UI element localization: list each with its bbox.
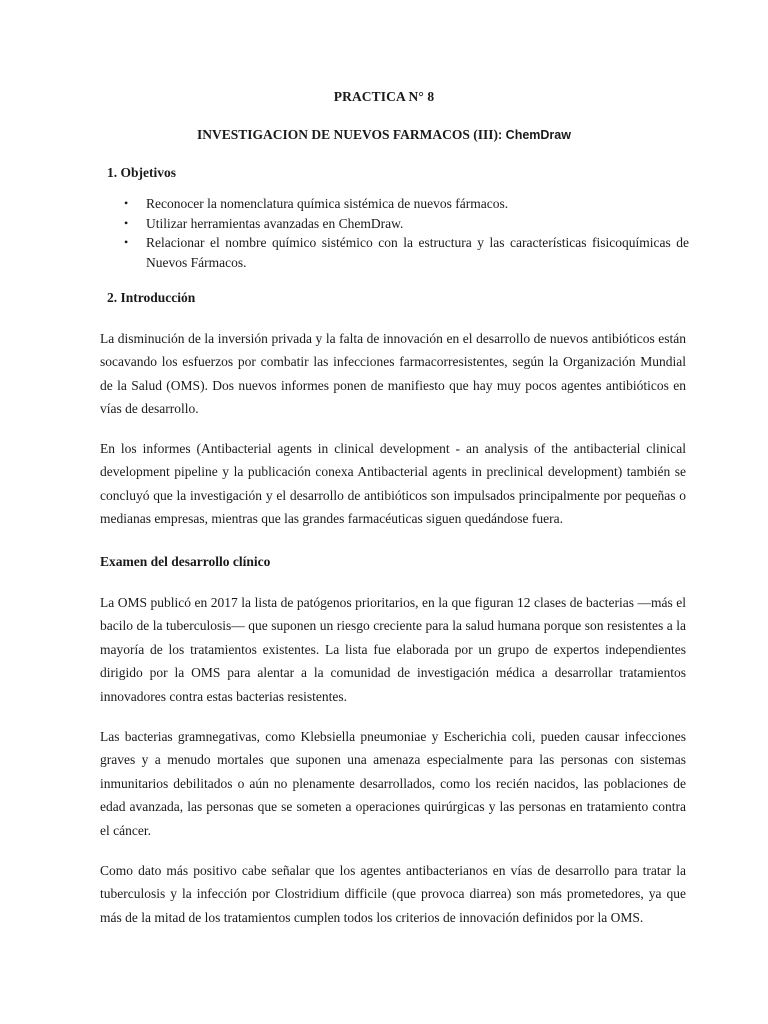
list-item — [124, 194, 689, 214]
bullet-dot-icon: • — [124, 235, 129, 249]
examen-paragraph: La OMS publicó en 2017 la lista de patógenos prioritarios, en la que figuran 12 clases de bacterias —más el bacilo de la tuberculosis— que suponen un riesgo creciente para la salud humana porque son resistentes a la mayoría de los tratamientos existentes. La lista fue elaborada por un grupo de expertos independientes dirigido por la OMS para alentar a la comunidad de investigación médica a desarrollar tratamientos innovadores contra estas bacterias resistentes. — [100, 595, 686, 704]
objetivos-list — [124, 194, 689, 272]
examen-paragraph: Las bacterias gramnegativas, como Klebsiella pneumoniae y Escherichia coli, pueden causar infecciones graves y a menudo mortales que suponen una amenaza especialmente para las personas con sistemas inmunitarios debilitados o aún no plenamente desarrollados, como los recién nacidos, las poblaciones de edad avanzada, las personas que se someten a operaciones quirúrgicas y las personas en tratamiento contra el cáncer. — [100, 729, 686, 838]
page-title: PRACTICA N° 8 — [333, 89, 435, 104]
list-item-text: Utilizar herramientas avanzadas en ChemDraw. — [146, 215, 404, 231]
intro-paragraph: La disminución de la inversión privada y la falta de innovación en el desarrollo de nuevos antibióticos están socavando los esfuerzos por combatir las infecciones farmacorresistentes, según la Organización Mundial de la Salud (OMS). Dos nuevos informes ponen de manifiesto que hay muy pocos agentes antibióticos en vías de desarrollo. — [100, 331, 686, 417]
list-item — [124, 214, 689, 234]
list-item-text: Relacionar el nombre químico sistémico con la estructura y las características fisicoquímicas de Nuevos Fármacos. — [146, 235, 689, 270]
intro-paragraph: En los informes (Antibacterial agents in clinical development - an analysis of the antibacterial clinical development pipeline y la publicación conexa Antibacterial agents in preclinical development) también se concluyó que la investigación y el desarrollo de antibióticos son impulsados principalmente por pequeñas o medianas empresas, mientras que las grandes farmacéuticas siguen quedándose fuera. — [100, 441, 686, 527]
list-item-text: Reconocer la nomenclatura química sistémica de nuevos fármacos. — [146, 196, 509, 211]
bullet-dot-icon: • — [124, 196, 129, 210]
page-subtitle — [0, 127, 768, 143]
examen-heading: Examen del desarrollo clínico — [100, 554, 271, 569]
examen-paragraph: Como dato más positivo cabe señalar que los agentes antibacterianos en vías de desarrollo para tratar la tuberculosis y la infección por Clostridium difficile (que provoca diarrea) son más prometedores, ya que más de la mitad de los tratamientos cumplen todos los criterios de innovación definidos por la OMS. — [100, 863, 686, 925]
subtitle-colon: : — [498, 128, 506, 142]
subtitle-main: INVESTIGACION DE NUEVOS FARMACOS (III) — [197, 127, 499, 142]
subtitle-tool: ChemDraw — [505, 128, 571, 142]
introduccion-heading: 2. Introducción — [107, 290, 196, 305]
list-item — [124, 233, 689, 272]
objetivos-heading: 1. Objetivos — [107, 165, 176, 180]
bullet-dot-icon: • — [124, 215, 129, 230]
